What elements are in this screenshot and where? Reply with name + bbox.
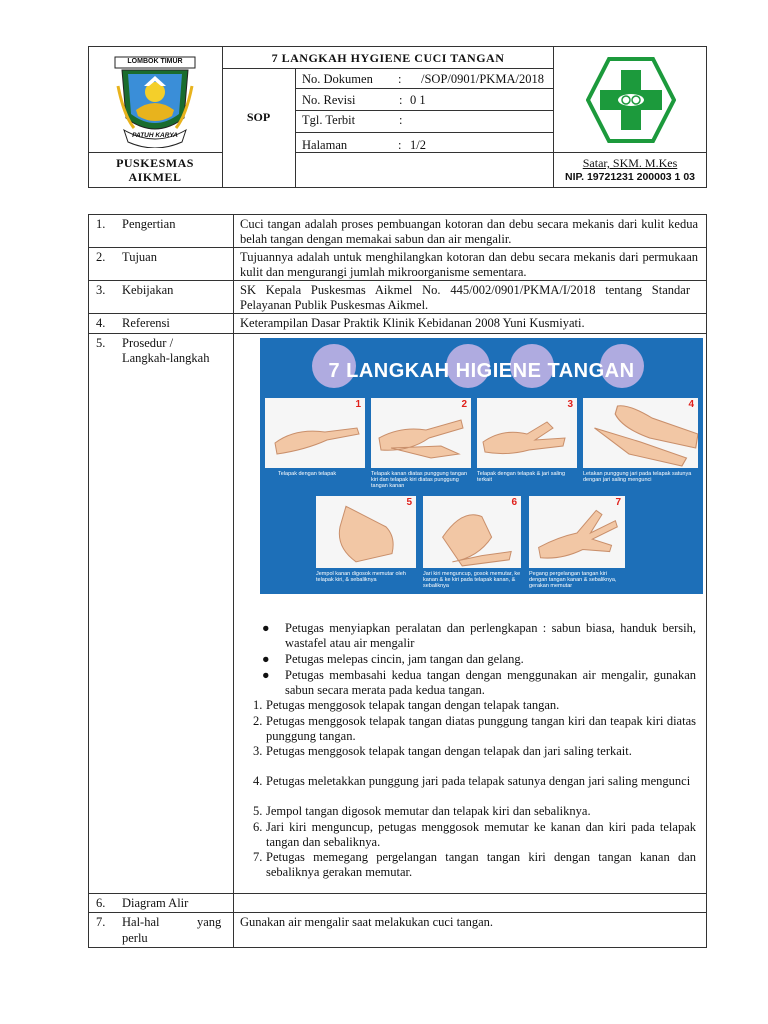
step-number-4: 4. — [253, 774, 263, 788]
poster-step-caption: Pegang pergelangan tangan kiri dengan tangan kanan & sebaliknya, gerakan memutar — [529, 571, 617, 589]
step-item-7: Petugas memegang pergelangan tangan tangan kiri dengan tangan kanan dan sebaliknya gerakan memutar. — [266, 850, 696, 879]
row-4-label: Referensi — [122, 316, 170, 330]
row-3-content: SK Kepala Puskesmas Aikmel No. 445/002/0901/PKMA/I/2018 tentang Standar Pelayanan Publik Puskesmas Aikmel. — [240, 283, 690, 312]
poster-step-number: 3 — [567, 399, 573, 410]
poster-step-2 — [371, 398, 471, 468]
poster-step-1 — [265, 398, 365, 468]
step-item-3: Petugas menggosok telapak tangan dengan telapak dan jari saling terkait. — [266, 744, 632, 758]
step-number-5: 5. — [253, 804, 263, 818]
hand-washing-illustration — [316, 496, 416, 568]
hand-washing-illustration — [265, 398, 365, 468]
field-value-dokumen: /SOP/0901/PKMA/2018 — [421, 72, 544, 86]
row-1-content: Cuci tangan adalah proses pembuangan kotoran dan debu secara mekanis dari kulit kedua belah tangan dengan memakai sabun dan air mengalir. — [240, 217, 698, 246]
hand-washing-illustration — [371, 398, 471, 468]
poster-step-4 — [583, 398, 698, 468]
row-1-number: 1. — [96, 217, 106, 231]
field-value-revisi: 0 1 — [410, 93, 426, 107]
field-label-dokumen: No. Dokumen — [302, 72, 373, 86]
row-7-label-word1: Hal-hal — [122, 915, 160, 929]
step-number-7: 7. — [253, 850, 263, 864]
row-4-number: 4. — [96, 316, 106, 330]
row-7-content: Gunakan air mengalir saat melakukan cuci tangan. — [240, 915, 494, 929]
logo-bottom-text: PATUH KARYA — [132, 132, 178, 139]
row-2-content: Tujuannya adalah untuk menghilangkan kotoran dan debu secara mekanis dari permukaan kulit dan mengurangi jumlah mikroorganisme sementara. — [240, 250, 698, 279]
hand-washing-illustration — [583, 398, 698, 468]
poster-step-caption: Letakan punggung jari pada telapak satunya dengan jari saling mengunci — [583, 471, 692, 483]
bullet-item-2: Petugas melepas cincin, jam tangan dan gelang. — [285, 652, 524, 666]
bullet-item-1: Petugas menyiapkan peralatan dan perlengkapan : sabun biasa, handuk bersih, wastafel atau air mengalir — [285, 621, 696, 650]
step-number-3: 3. — [253, 744, 263, 758]
logo-top-text: LOMBOK TIMUR — [127, 58, 183, 65]
row-7-number: 7. — [96, 915, 106, 929]
sop-label: SOP — [246, 110, 271, 124]
bullet-dot-1: ● — [262, 621, 270, 635]
field-value-halaman: 1/2 — [410, 138, 426, 152]
row-7-label-line2: perlu — [122, 931, 148, 945]
org-name-line2: AIKMEL — [128, 170, 182, 184]
row-5-label-line1: Prosedur / — [122, 336, 174, 350]
poster-title: 7 LANGKAH HIGIENE TANGAN — [328, 360, 635, 382]
org-name-line1: PUSKESMAS — [116, 156, 194, 170]
document-title: 7 LANGKAH HYGIENE CUCI TANGAN — [271, 51, 505, 65]
bullet-item-3: Petugas membasahi kedua tangan dengan menggunakan air mengalir, gunakan sabun secara merata pada kedua tangan. — [285, 668, 696, 697]
field-sep-halaman: : — [398, 138, 402, 152]
poster-step-number: 5 — [406, 497, 412, 508]
field-label-terbit: Tgl. Terbit — [302, 113, 356, 127]
row-2-label: Tujuan — [122, 250, 157, 264]
poster-step-number: 1 — [355, 399, 361, 410]
row-3-label: Kebijakan — [122, 283, 174, 297]
field-label-halaman: Halaman — [302, 138, 348, 152]
poster-step-number: 7 — [615, 497, 621, 508]
poster-step-caption: Telapak dengan telapak — [278, 471, 337, 477]
poster-step-number: 6 — [511, 497, 517, 508]
row-2-number: 2. — [96, 250, 106, 264]
step-number-6: 6. — [253, 820, 263, 834]
poster-step-7 — [529, 496, 625, 568]
hand-washing-illustration — [477, 398, 577, 468]
poster-step-caption: Telapak dengan telapak & jari saling terkait — [477, 471, 566, 483]
bullet-dot-2: ● — [262, 652, 270, 666]
field-label-revisi: No. Revisi — [302, 93, 356, 107]
hand-washing-illustration — [529, 496, 625, 568]
step-item-5: Jempol tangan digosok memutar dan telapak kiri dan sebaliknya. — [266, 804, 591, 818]
step-item-1: Petugas menggosok telapak tangan dengan telapak tangan. — [266, 698, 560, 712]
signer-nip: NIP. 19721231 200003 1 03 — [564, 171, 695, 183]
field-sep-revisi: : — [399, 93, 403, 107]
step-item-6: Jari kiri menguncup, petugas menggosok memutar ke kanan dan kiri pada telapak tangan dan sebaliknya. — [266, 820, 696, 849]
step-number-2: 2. — [253, 714, 263, 728]
step-item-4: Petugas meletakkan punggung jari pada telapak satunya dengan jari saling mengunci — [266, 774, 691, 788]
poster-step-5 — [316, 496, 416, 568]
hand-washing-illustration — [423, 496, 521, 568]
field-sep-terbit: : — [399, 113, 403, 127]
row-6-number: 6. — [96, 896, 106, 910]
poster-step-caption: Jempol kanan digosok memutar oleh telapak kiri, & sebaliknya — [316, 571, 406, 583]
row-5-label-line2: Langkah-langkah — [122, 351, 210, 365]
step-item-2: Petugas menggosok telapak tangan diatas punggung tangan kiri dan teapak kiri diatas punggung tangan. — [266, 714, 696, 743]
puskesmas-logo — [586, 56, 676, 144]
row-7-label-word2: yang — [197, 915, 222, 929]
row-1-label: Pengertian — [122, 217, 176, 231]
hand-hygiene-poster — [260, 338, 703, 594]
poster-step-caption: Jari kiri menguncup, gosok memutar, ke kanan & ke kiri pada telapak kanan, & sebaliknya — [423, 571, 521, 589]
signer-name: Satar, SKM. M.Kes — [582, 156, 678, 170]
field-sep-dokumen: : — [398, 72, 402, 86]
poster-step-number: 2 — [461, 399, 467, 410]
step-number-1: 1. — [253, 698, 263, 712]
poster-step-6 — [423, 496, 521, 568]
row-5-number: 5. — [96, 336, 106, 350]
row-4-content: Keterampilan Dasar Praktik Klinik Kebidanan 2008 Yuni Kusmiyati. — [240, 316, 585, 330]
poster-step-caption: Telapak kanan diatas punggung tangan kiri dan telapak kiri diatas punggung tangan kanan — [371, 471, 468, 489]
poster-step-number: 4 — [688, 399, 694, 410]
poster-step-3 — [477, 398, 577, 468]
row-3-number: 3. — [96, 283, 106, 297]
bullet-dot-3: ● — [262, 668, 270, 682]
row-6-label: Diagram Alir — [122, 896, 189, 910]
